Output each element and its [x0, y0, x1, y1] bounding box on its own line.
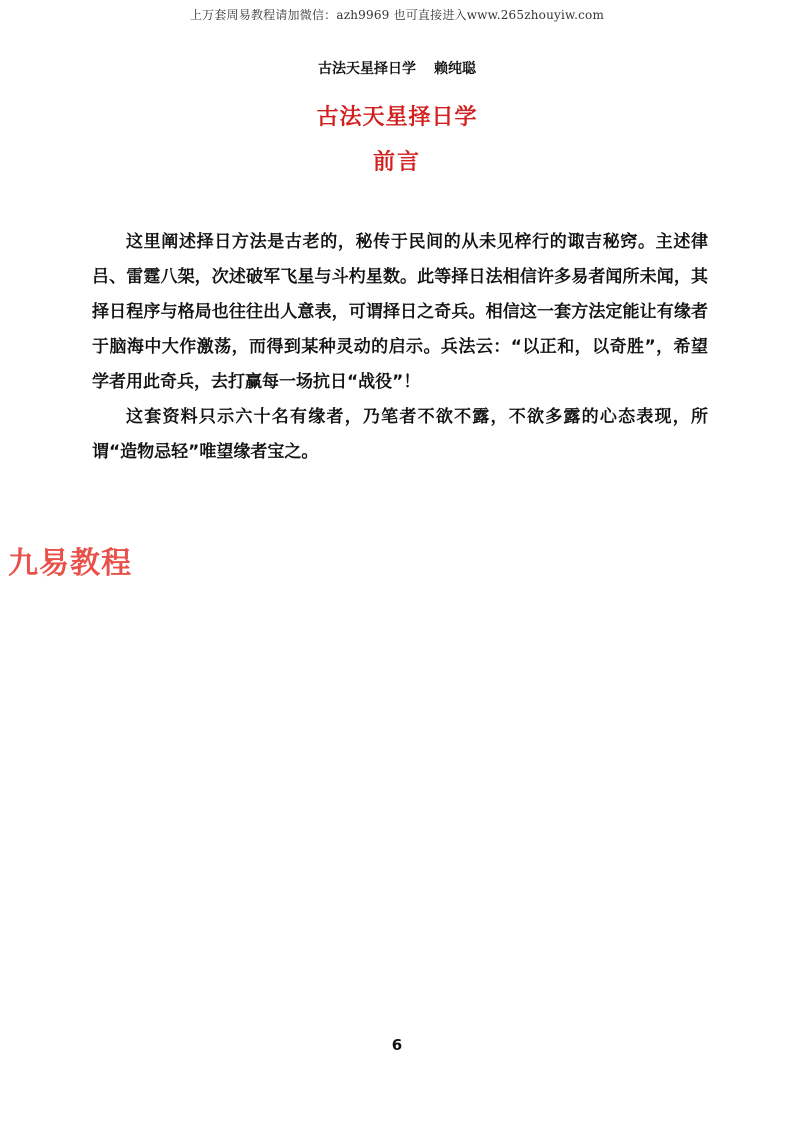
paragraph: 这里阐述择日方法是古老的，秘传于民间的从未见梓行的诹吉秘窍。主述律吕、雷霆八架，次述破军飞星与斗杓星数。此等择日法相信许多易者闻所未闻，其择日程序与格局也往往出人意表，可谓择日之奇兵。相信这一套方法定能让有缘者于脑海中大作激荡，而得到某种灵动的启示。兵法云：“以正和，以奇胜”，希望学者用此奇兵，去打赢每一场抗日“战役”！ [92, 232, 708, 392]
top-banner: 上万套周易教程请加微信：azh9969 也可直接进入www.265zhouyiw.com [189, 8, 605, 22]
running-header-title: 古法天星择日学 [318, 61, 416, 77]
paragraph: 这套资料只示六十名有缘者，乃笔者不欲不露，不欲多露的心态表现，所谓“造物忌轻”唯望缘者宝之。 [92, 407, 708, 462]
watermark: 九易教程 [8, 546, 132, 581]
document-subtitle: 前言 [372, 150, 421, 175]
running-header [0, 58, 794, 78]
document-title: 古法天星择日学 [316, 105, 478, 130]
page-number: 6 [391, 1036, 403, 1054]
body-text [92, 225, 708, 470]
running-header-author: 赖纯聪 [434, 61, 476, 77]
